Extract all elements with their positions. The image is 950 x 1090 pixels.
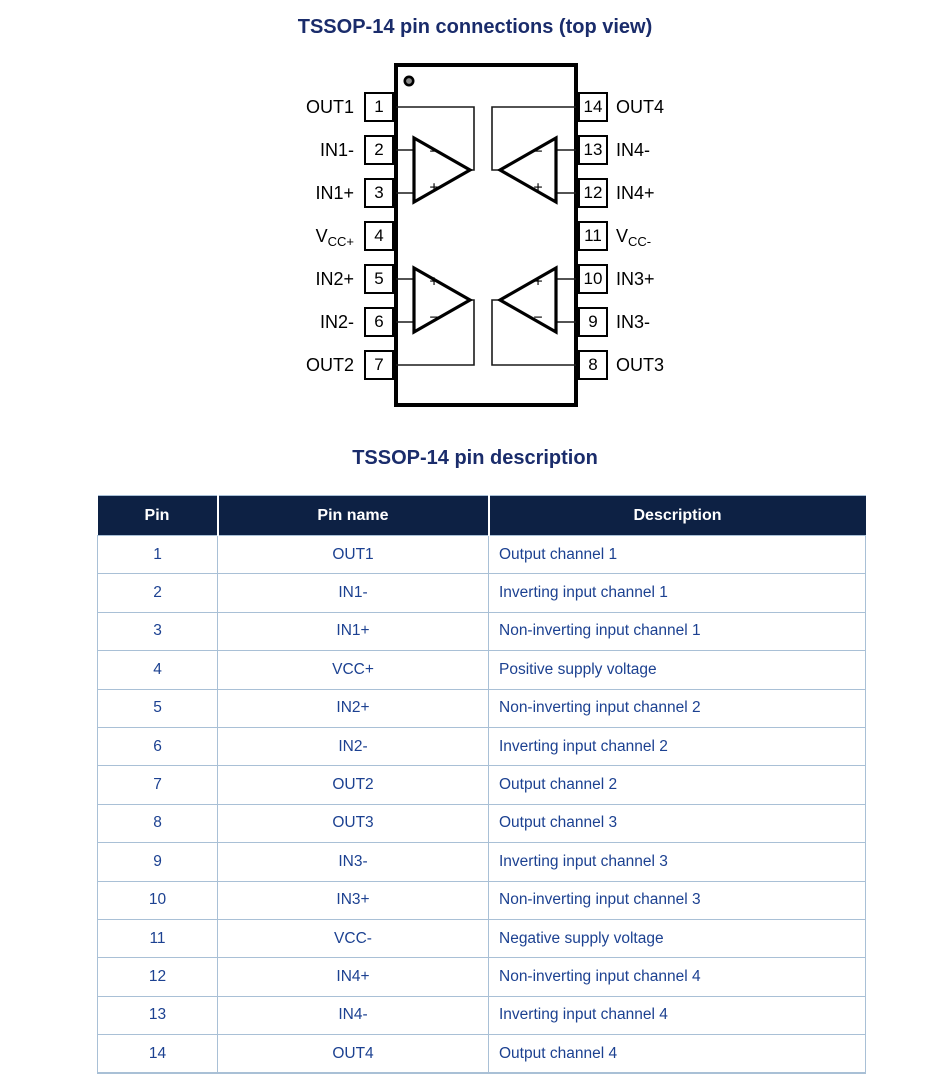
opamp4-noninverting-sign: + <box>533 179 543 197</box>
table-row <box>98 766 866 804</box>
opamp1-noninverting-sign: + <box>429 179 439 197</box>
description-cell: Non-inverting input channel 3 <box>489 881 866 919</box>
pin-name-cell: VCC- <box>218 919 489 957</box>
pin-cell: 9 <box>98 843 218 881</box>
pin-5-box: 5 <box>364 264 394 294</box>
pin-11-label: $V_{CC-}$ <box>616 226 652 249</box>
pin-cell: 1 <box>98 536 218 574</box>
pin-12-box: 12 <box>578 178 608 208</box>
pin-7-box: 7 <box>364 350 394 380</box>
pin-name-cell: OUT3 <box>218 804 489 842</box>
pin-cell: 8 <box>98 804 218 842</box>
description-cell: Output channel 4 <box>489 1035 866 1074</box>
pin-name-cell: IN1+ <box>218 612 489 650</box>
pin-2-label: IN1- <box>319 140 354 160</box>
pin-name-cell: OUT2 <box>218 766 489 804</box>
table-row <box>98 1035 866 1074</box>
pin-2-box: 2 <box>364 135 394 165</box>
description-cell: Inverting input channel 1 <box>489 574 866 612</box>
table-row <box>98 996 866 1034</box>
table-row <box>98 651 866 689</box>
pin-3-label: IN1+ <box>315 183 354 203</box>
pin-10-box: 10 <box>578 264 608 294</box>
pin-8-label: OUT3 <box>616 355 665 375</box>
pin-cell: 11 <box>98 919 218 957</box>
pin-7-label: OUT2 <box>305 355 354 375</box>
pin-cell: 7 <box>98 766 218 804</box>
pin-14-label: OUT4 <box>616 97 665 117</box>
pin-9-box: 9 <box>578 307 608 337</box>
pin-6-box: 6 <box>364 307 394 337</box>
pin-cell: 10 <box>98 881 218 919</box>
table-row <box>98 574 866 612</box>
ic-body <box>396 65 576 405</box>
description-cell: Output channel 2 <box>489 766 866 804</box>
pin-4-label: $V_{CC+}$ <box>315 226 354 249</box>
description-cell: Non-inverting input channel 2 <box>489 689 866 727</box>
pin-13-box: 13 <box>578 135 608 165</box>
pin-cell: 4 <box>98 651 218 689</box>
pin-6-label: IN2- <box>319 312 354 332</box>
pin-name-cell: IN3- <box>218 843 489 881</box>
pin-connections-title: TSSOP-14 pin connections (top view) <box>297 16 653 38</box>
pin-cell: 5 <box>98 689 218 727</box>
opamp1-inverting-sign: − <box>429 143 439 161</box>
description-cell: Non-inverting input channel 1 <box>489 612 866 650</box>
pin-12-label: IN4+ <box>616 183 655 203</box>
table-row <box>98 881 866 919</box>
pin-description-title: TSSOP-14 pin description <box>352 447 598 469</box>
description-cell: Output channel 3 <box>489 804 866 842</box>
pin-9-label: IN3- <box>616 312 651 332</box>
table-row <box>98 689 866 727</box>
description-cell: Negative supply voltage <box>489 919 866 957</box>
pin-cell: 6 <box>98 727 218 765</box>
pin-8-box: 8 <box>578 350 608 380</box>
pin-cell: 14 <box>98 1035 218 1074</box>
pin-name-column-header: Pin name <box>218 496 489 536</box>
pin-11-box: 11 <box>578 221 608 251</box>
description-cell: Non-inverting input channel 4 <box>489 958 866 996</box>
table-header-row <box>98 496 866 536</box>
pin-13-label: IN4- <box>616 140 651 160</box>
description-cell: Inverting input channel 2 <box>489 727 866 765</box>
pin-4-box: 4 <box>364 221 394 251</box>
pin-3-box: 3 <box>364 178 394 208</box>
table-row <box>98 804 866 842</box>
description-column-header: Description <box>489 496 866 536</box>
pin-5-label: IN2+ <box>315 269 354 289</box>
opamp2-noninverting-sign: + <box>429 273 439 291</box>
table-row <box>98 919 866 957</box>
opamp2-inverting-sign: − <box>429 309 439 327</box>
description-cell: Output channel 1 <box>489 536 866 574</box>
pin-name-cell: IN4+ <box>218 958 489 996</box>
pin-cell: 12 <box>98 958 218 996</box>
pin-name-cell: OUT4 <box>218 1035 489 1074</box>
pin-description-table <box>97 495 866 1074</box>
table-header <box>98 496 866 536</box>
pin-1-label: OUT1 <box>305 97 354 117</box>
pin-cell: 3 <box>98 612 218 650</box>
pin-connections-diagram <box>0 0 950 440</box>
pin-column-header: Pin <box>98 496 218 536</box>
opamp4-inverting-sign: − <box>533 143 543 161</box>
table-row <box>98 536 866 574</box>
table-body <box>98 536 866 1074</box>
table-row <box>98 843 866 881</box>
description-cell: Positive supply voltage <box>489 651 866 689</box>
description-cell: Inverting input channel 4 <box>489 996 866 1034</box>
pin-name-cell: IN3+ <box>218 881 489 919</box>
pin-name-cell: IN1- <box>218 574 489 612</box>
pin1-indicator-dot <box>405 77 413 85</box>
table-row <box>98 612 866 650</box>
pin-name-cell: OUT1 <box>218 536 489 574</box>
opamp3-inverting-sign: − <box>533 309 543 327</box>
ic-package-drawing <box>0 0 950 440</box>
pin-14-box: 14 <box>578 92 608 122</box>
pin-name-cell: IN4- <box>218 996 489 1034</box>
pin-10-label: IN3+ <box>616 269 655 289</box>
opamp3-noninverting-sign: + <box>533 273 543 291</box>
table-row <box>98 958 866 996</box>
pin-1-box: 1 <box>364 92 394 122</box>
pin-name-cell: IN2- <box>218 727 489 765</box>
table-row <box>98 727 866 765</box>
description-cell: Inverting input channel 3 <box>489 843 866 881</box>
pin-name-cell: IN2+ <box>218 689 489 727</box>
pin-name-cell: VCC+ <box>218 651 489 689</box>
pin-cell: 13 <box>98 996 218 1034</box>
pin-cell: 2 <box>98 574 218 612</box>
